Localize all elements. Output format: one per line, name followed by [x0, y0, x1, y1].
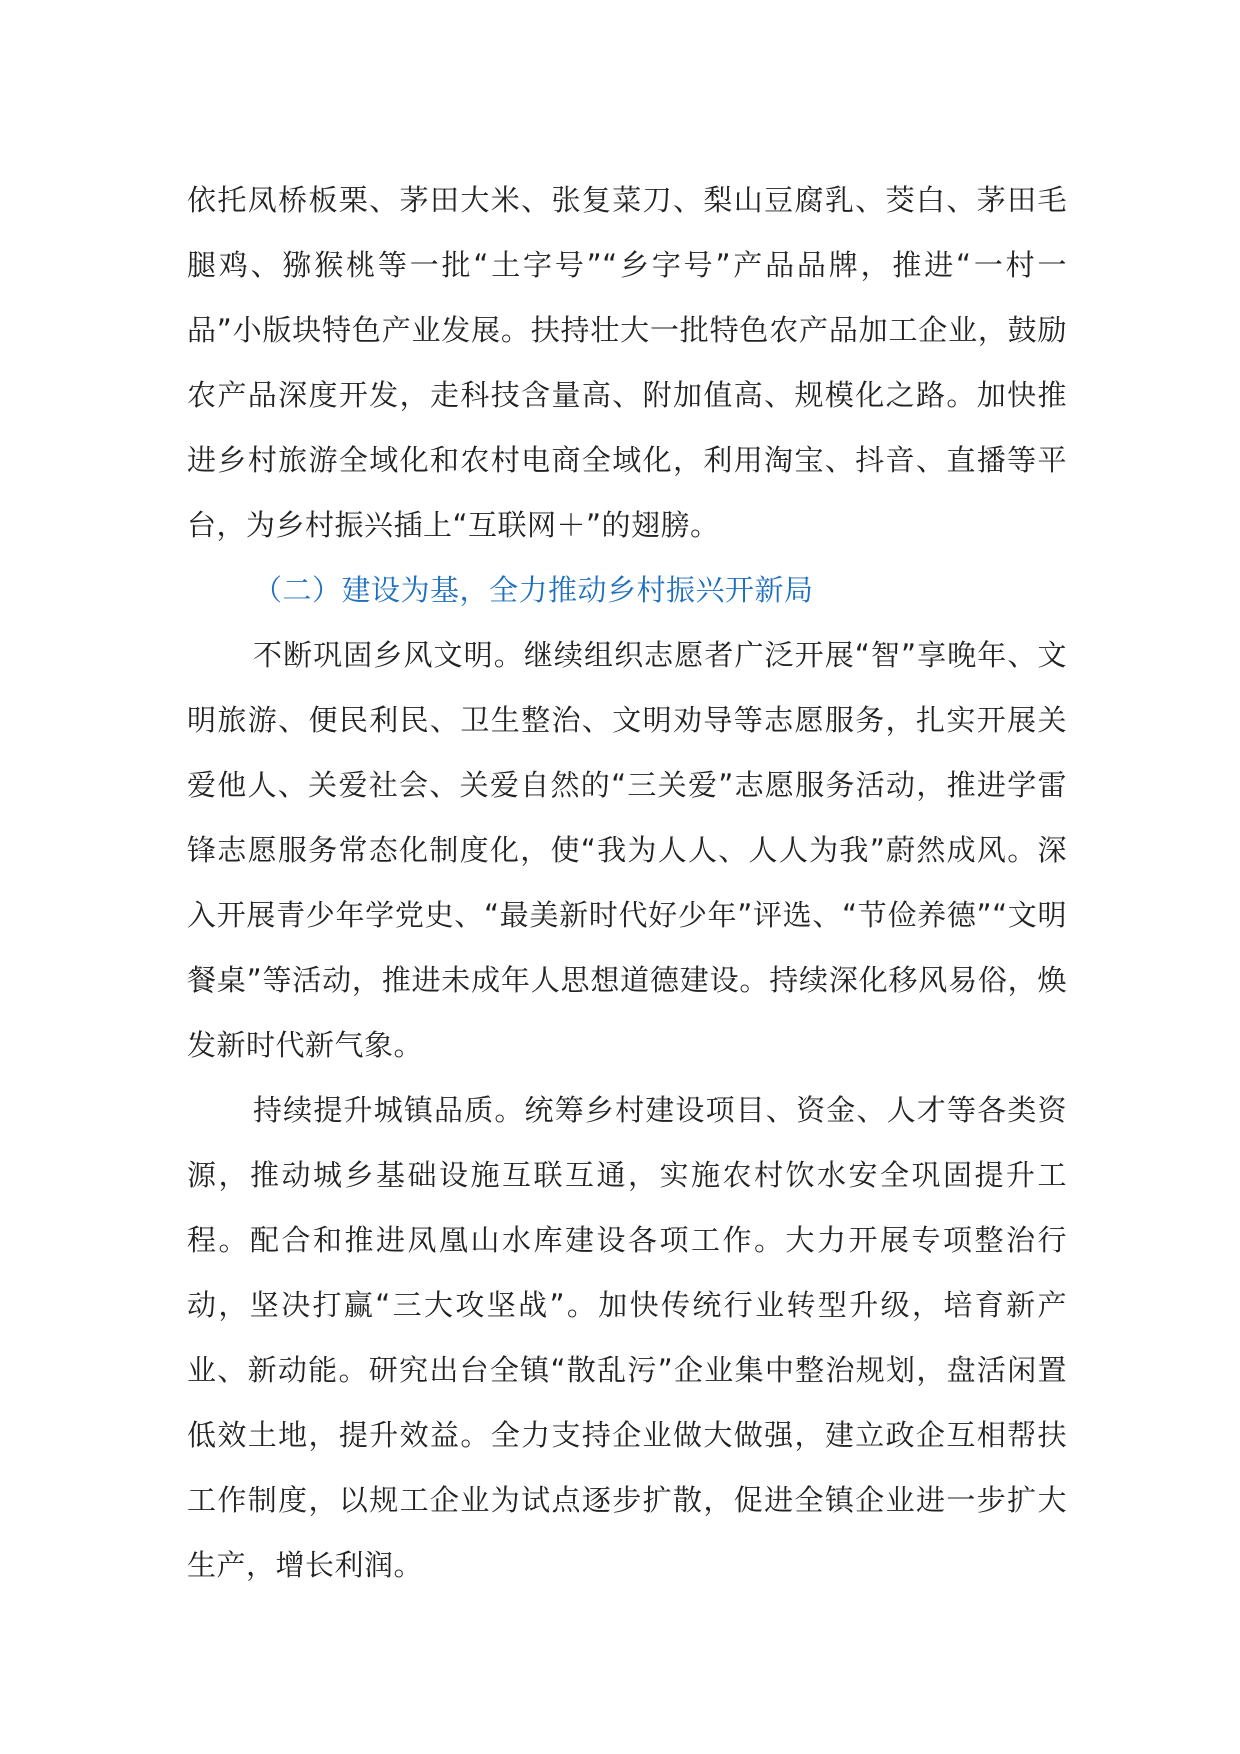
section-heading: （二）建设为基，全力推动乡村振兴开新局 — [253, 573, 814, 607]
paragraph-brand-products: 依托凤桥板栗、茅田大米、张复菜刀、梨山豆腐乳、茭白、茅田毛腿鸡、猕猴桃等一批“土字号”“乡字号”产品品牌，推进“一村一品”小版块特色产业发展。扶持壮大一批特色农产品加工企业，鼓励农产品深度开发，走科技含量高、附加值高、规模化之路。加快推进乡村旅游全域化和农村电商全域化，利用淘宝、抖音、直播等平台，为乡村振兴插上“互联网＋”的翅膀。 — [187, 183, 1067, 542]
document-page — [187, 168, 1067, 1598]
paragraph-town-quality: 持续提升城镇品质。统筹乡村建设项目、资金、人才等各类资源，推动城乡基础设施互联互通，实施农村饮水安全巩固提升工程。配合和推进凤凰山水库建设各项工作。大力开展专项整治行动，坚决打赢“三大攻坚战”。加快传统行业转型升级，培育新产业、新动能。研究出台全镇“散乱污”企业集中整治规划，盘活闲置低效土地，提升效益。全力支持企业做大做强，建立政企互相帮扶工作制度，以规工企业为试点逐步扩散，促进全镇企业进一步扩大生产，增长利润。 — [187, 1093, 1067, 1582]
paragraph-rural-civilization: 不断巩固乡风文明。继续组织志愿者广泛开展“智”享晚年、文明旅游、便民利民、卫生整治、文明劝导等志愿服务，扎实开展关爱他人、关爱社会、关爱自然的“三关爱”志愿服务活动，推进学雷锋志愿服务常态化制度化，使“我为人人、人人为我”蔚然成风。深入开展青少年学党史、“最美新时代好少年”评选、“节俭养德”“文明餐桌”等活动，推进未成年人思想道德建设。持续深化移风易俗，焕发新时代新气象。 — [187, 638, 1067, 1062]
